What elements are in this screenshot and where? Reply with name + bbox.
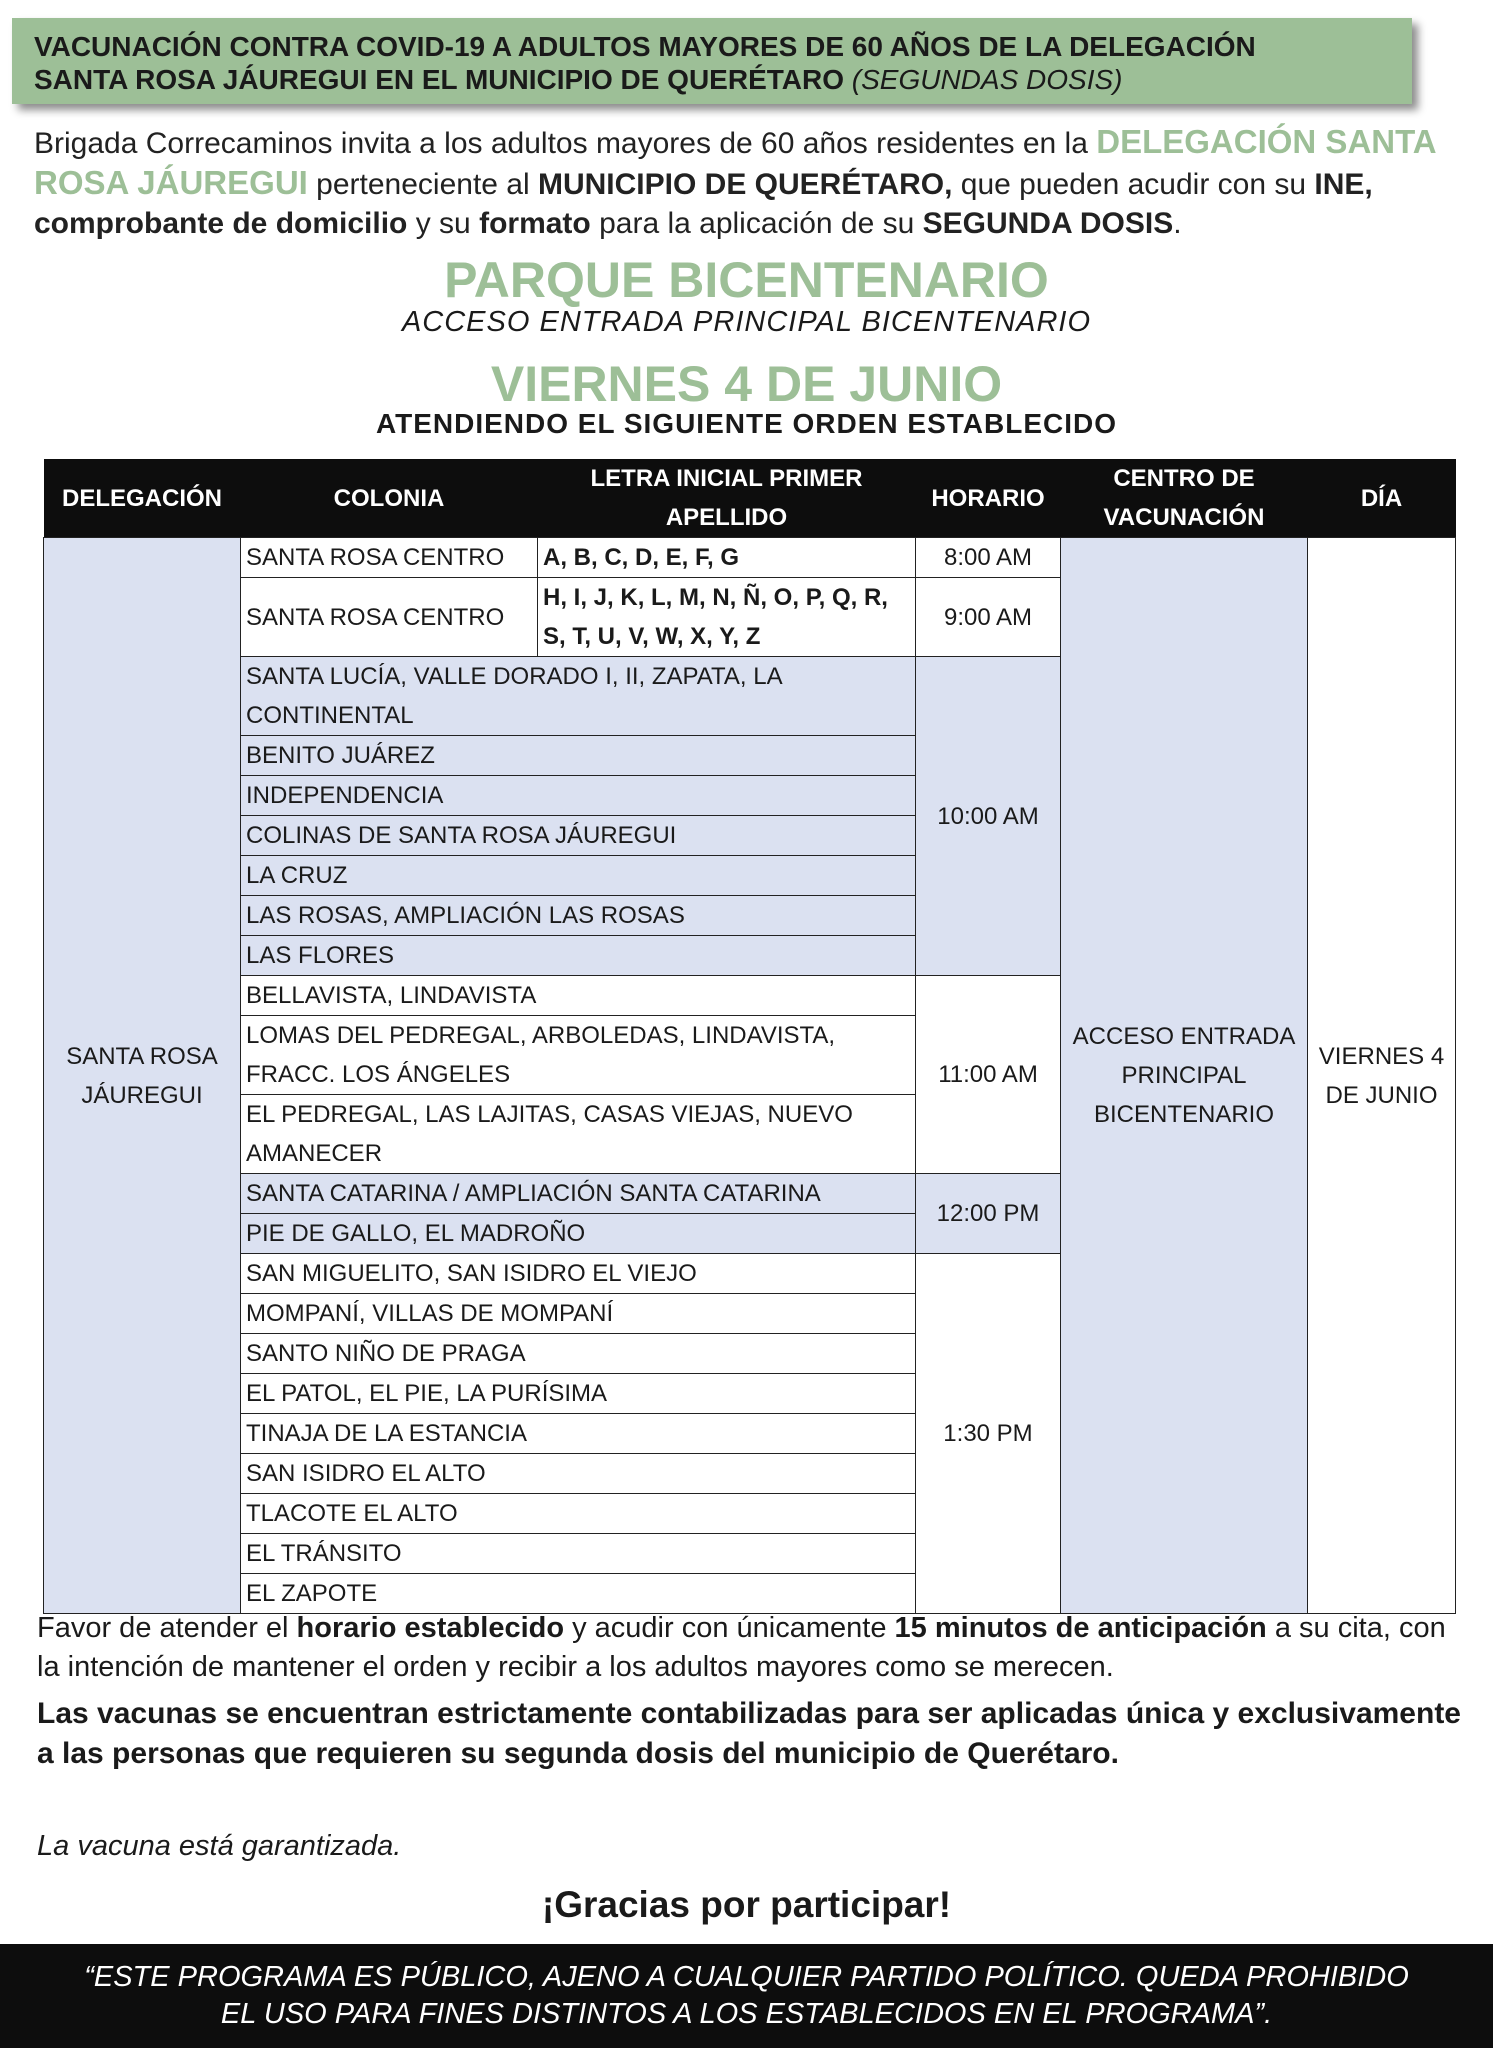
schedule-note <box>37 1609 1462 1687</box>
banner-line-1: VACUNACIÓN CONTRA COVID-19 A ADULTOS MAYORES DE 60 AÑOS DE LA DELEGACIÓN <box>34 31 1256 62</box>
colonia-cell: EL TRÁNSITO <box>241 1534 916 1574</box>
delegacion-cell: SANTA ROSA JÁUREGUI <box>44 538 241 1614</box>
dia-cell: VIERNES 4 DE JUNIO <box>1308 538 1456 1614</box>
colonia-cell: SANTA CATARINA / AMPLIACIÓN SANTA CATARINA <box>241 1174 916 1214</box>
warning-paragraph: Las vacunas se encuentran estrictamente contabilizadas para ser aplicadas única y exclusivamente a las personas que requieren su segunda dosis del municipio de Querétaro. <box>37 1697 1461 1770</box>
legal-footer <box>0 1944 1493 2048</box>
intro-text-1: Brigada Correcaminos invita a los adultos mayores de 60 años residentes en la <box>34 127 1097 160</box>
intro-segunda-dosis: SEGUNDA DOSIS <box>922 207 1174 240</box>
colonia-cell: BENITO JUÁREZ <box>241 736 916 776</box>
colonia-cell: LAS FLORES <box>241 936 916 976</box>
colonia-cell: TINAJA DE LA ESTANCIA <box>241 1414 916 1454</box>
colonia-cell: LAS ROSAS, AMPLIACIÓN LAS ROSAS <box>241 896 916 936</box>
header-horario: HORARIO <box>916 459 1061 538</box>
header-centro: CENTRO DE VACUNACIÓN <box>1061 459 1308 538</box>
colonia-cell: PIE DE GALLO, EL MADROÑO <box>241 1214 916 1254</box>
hora-cell: 10:00 AM <box>916 657 1061 976</box>
colonia-cell: TLACOTE EL ALTO <box>241 1494 916 1534</box>
colonia-cell: SANTA ROSA CENTRO <box>241 538 538 578</box>
hora-cell: 1:30 PM <box>916 1254 1061 1614</box>
note-text-1: Favor de atender el <box>37 1612 297 1644</box>
hora-cell: 8:00 AM <box>916 538 1061 578</box>
table-header-row <box>44 459 1456 538</box>
colonia-cell: COLINAS DE SANTA ROSA JÁUREGUI <box>241 816 916 856</box>
colonia-cell: SAN MIGUELITO, SAN ISIDRO EL VIEJO <box>241 1254 916 1294</box>
intro-text-3: perteneciente al <box>307 168 538 201</box>
header-colonia: COLONIA <box>241 459 538 538</box>
table-row <box>44 538 1456 578</box>
colonia-cell: EL PEDREGAL, LAS LAJITAS, CASAS VIEJAS, NUEVO AMANECER <box>241 1095 916 1174</box>
intro-text-5: que pueden acudir con su <box>952 168 1315 201</box>
header-delegacion: DELEGACIÓN <box>44 459 241 538</box>
intro-ine: INE, comprobante de domicilio <box>34 168 1373 240</box>
title-banner <box>12 18 1412 104</box>
colonia-cell: INDEPENDENCIA <box>241 776 916 816</box>
footer-line-1: “ESTE PROGRAMA ES PÚBLICO, AJENO A CUALQUIER PARTIDO POLÍTICO. QUEDA PROHIBIDO <box>84 1961 1409 1993</box>
intro-municipio: MUNICIPIO DE QUERÉTARO, <box>537 168 953 201</box>
note-text-5: a su cita, con la intención de mantener el orden y recibir a los adultos mayores como se merecen. <box>37 1612 1446 1683</box>
colonia-cell: SAN ISIDRO EL ALTO <box>241 1454 916 1494</box>
intro-text-7: y su <box>407 207 480 240</box>
hora-cell: 9:00 AM <box>916 578 1061 657</box>
letras-cell: A, B, C, D, E, F, G <box>538 538 916 578</box>
venue-subtitle: ACCESO ENTRADA PRINCIPAL BICENTENARIO <box>401 306 1092 338</box>
hora-cell: 12:00 PM <box>916 1174 1061 1254</box>
venue-title: PARQUE BICENTENARIO <box>444 252 1049 308</box>
colonia-cell: LA CRUZ <box>241 856 916 896</box>
date-title: VIERNES 4 DE JUNIO <box>490 356 1003 412</box>
colonia-cell: MOMPANÍ, VILLAS DE MOMPANÍ <box>241 1294 916 1334</box>
footer-line-2: EL USO PARA FINES DISTINTOS A LOS ESTABLECIDOS EN EL PROGRAMA”. <box>220 1998 1273 2030</box>
header-dia: DÍA <box>1308 459 1456 538</box>
colonia-cell: SANTA LUCÍA, VALLE DORADO I, II, ZAPATA, LA CONTINENTAL <box>241 657 916 736</box>
note-horario: horario establecido <box>296 1612 565 1644</box>
intro-delegacion: DELEGACIÓN SANTA ROSA JÁUREGUI <box>34 123 1436 201</box>
guarantee-text: La vacuna está garantizada. <box>37 1830 402 1862</box>
note-minutos: 15 minutos de anticipación <box>894 1612 1267 1644</box>
intro-formato: formato <box>479 207 591 240</box>
schedule-table <box>43 459 1456 1614</box>
colonia-cell: BELLAVISTA, LINDAVISTA <box>241 976 916 1016</box>
colonia-cell: EL ZAPOTE <box>241 1574 916 1614</box>
letras-cell: H, I, J, K, L, M, N, Ñ, O, P, Q, R, S, T, U, V, W, X, Y, Z <box>538 578 916 657</box>
colonia-cell: LOMAS DEL PEDREGAL, ARBOLEDAS, LINDAVISTA, FRACC. LOS ÁNGELES <box>241 1016 916 1095</box>
colonia-cell: EL PATOL, EL PIE, LA PURÍSIMA <box>241 1374 916 1414</box>
hora-cell: 11:00 AM <box>916 976 1061 1174</box>
intro-text-11: . <box>1173 207 1182 240</box>
order-heading: ATENDIENDO EL SIGUIENTE ORDEN ESTABLECIDO <box>375 408 1118 439</box>
intro-paragraph <box>34 122 1464 243</box>
banner-line-2 <box>34 63 1412 96</box>
banner-line-2-main: SANTA ROSA JÁUREGUI EN EL MUNICIPIO DE QUERÉTARO <box>34 64 844 95</box>
centro-cell: ACCESO ENTRADA PRINCIPAL BICENTENARIO <box>1061 538 1308 1614</box>
thanks-heading: ¡Gracias por participar! <box>541 1884 952 1925</box>
header-letra: LETRA INICIAL PRIMER APELLIDO <box>538 459 916 538</box>
colonia-cell: SANTO NIÑO DE PRAGA <box>241 1334 916 1374</box>
note-text-3: y acudir con únicamente <box>564 1612 895 1644</box>
intro-text-9: para la aplicación de su <box>590 207 923 240</box>
banner-subtitle: (SEGUNDAS DOSIS) <box>851 64 1123 95</box>
colonia-cell: SANTA ROSA CENTRO <box>241 578 538 657</box>
